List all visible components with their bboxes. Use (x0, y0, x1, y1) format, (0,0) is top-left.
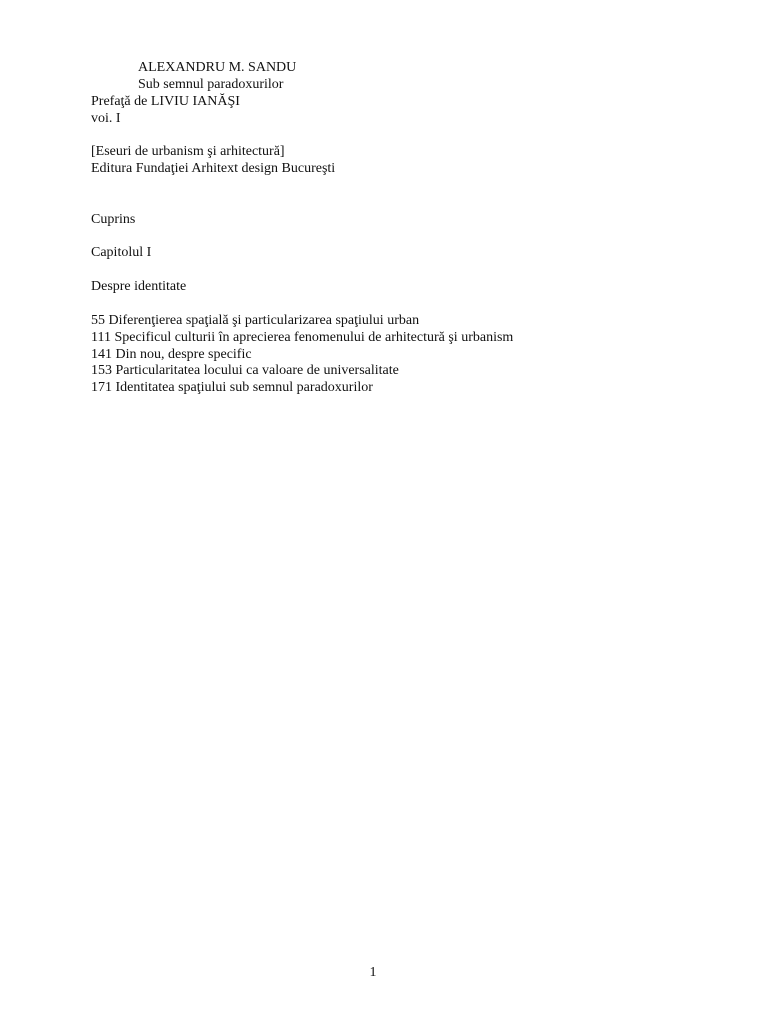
toc-entry: 55 Diferenţierea spaţială şi particularizarea spaţiului urban (91, 313, 420, 328)
toc-entry: 153 Particularitatea locului ca valoare de universalitate (91, 363, 399, 379)
volume-label: voi. I (91, 111, 121, 126)
chapter-label: Capitolul I (91, 245, 152, 260)
contents-heading: Cuprins (91, 212, 136, 227)
page-number: 1 (369, 965, 377, 980)
toc-entry: 141 Din nou, despre specific (91, 346, 252, 362)
toc-entry: 111 Specificul culturii în aprecierea fenomenului de arhitectură şi urbanism (91, 329, 514, 345)
table-of-contents (91, 313, 513, 397)
toc-entry: 171 Identitatea spaţiului sub semnul paradoxurilor (91, 380, 373, 396)
book-title: Sub semnul paradoxurilor (138, 77, 284, 92)
author-name: ALEXANDRU M. SANDU (138, 60, 297, 75)
book-subtitle: [Eseuri de urbanism şi arhitectură] (91, 144, 285, 159)
chapter-title: Despre identitate (91, 279, 187, 294)
publisher-line: Editura Fundaţiei Arhitext design Bucureşti (91, 161, 336, 176)
preface-line: Prefaţă de LIVIU IANĂŞI (91, 94, 240, 109)
